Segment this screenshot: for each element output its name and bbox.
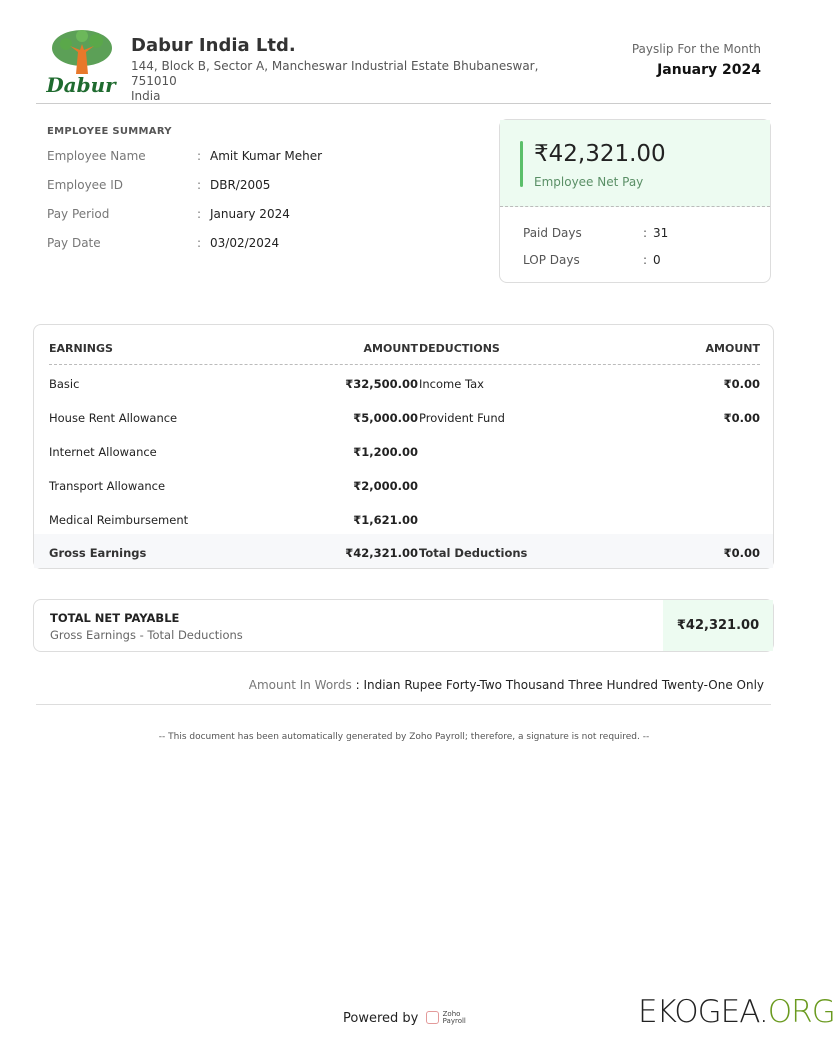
summary-row (47, 178, 270, 192)
deductions-header: DEDUCTIONS (419, 342, 500, 355)
colon: : (197, 207, 202, 221)
words-label: Amount In Words (248, 678, 352, 692)
company-address (131, 59, 581, 104)
deductions-column (404, 325, 774, 568)
address-country: India (131, 89, 161, 103)
dabur-logo (46, 26, 116, 96)
label: Paid Days (523, 226, 582, 240)
value: 0 (653, 253, 661, 267)
label: LOP Days (523, 253, 580, 267)
deductions-value: ₹0.00 (723, 411, 760, 425)
svg-text:Dabur: Dabur (46, 73, 116, 97)
sep: : (351, 678, 364, 692)
colon: : (197, 178, 202, 192)
amount-in-words (249, 678, 764, 692)
summary-row (47, 207, 290, 221)
accent-bar (520, 141, 523, 187)
earnings-deductions-table (33, 324, 774, 569)
watermark-a: EKOGEA. (638, 994, 768, 1030)
deductions-total: ₹0.00 (723, 546, 760, 560)
earnings-label: Basic (49, 377, 80, 391)
deductions-amount-header: AMOUNT (705, 342, 760, 355)
earnings-value: ₹1,621.00 (353, 513, 418, 527)
header (36, 26, 771, 104)
watermark-b: ORG (767, 994, 835, 1030)
footer-note: -- This document has been automatically generated by Zoho Payroll; therefore, a signature is not required. -- (158, 732, 650, 742)
separator (49, 364, 418, 365)
divider (36, 704, 771, 705)
summary-row (47, 149, 322, 163)
value: 31 (653, 226, 669, 240)
earnings-label: Medical Reimbursement (49, 513, 189, 527)
colon: : (197, 236, 202, 250)
summary-value: 03/02/2024 (210, 236, 280, 250)
summary-label: Employee ID (47, 178, 124, 192)
lop-days: LOP Days : 0 (523, 253, 661, 267)
summary-title: EMPLOYEE SUMMARY (47, 126, 172, 137)
net-payable-title: TOTAL NET PAYABLE (50, 611, 180, 625)
earnings-value: ₹2,000.00 (353, 479, 418, 493)
earnings-label: House Rent Allowance (49, 411, 178, 425)
payslip-month: January 2024 (657, 62, 761, 78)
deductions-label: Income Tax (419, 377, 484, 391)
earnings-value: ₹32,500.00 (345, 377, 418, 391)
summary-label: Pay Period (47, 207, 110, 221)
watermark (638, 994, 835, 1030)
powered-by (343, 1011, 466, 1026)
earnings-label: Transport Allowance (49, 479, 166, 493)
address-line: 144, Block B, Sector A, Mancheswar Industrial Estate Bhubaneswar, 751010 (131, 59, 539, 88)
net-pay-amount: ₹42,321.00 (534, 141, 666, 167)
summary-label: Pay Date (47, 236, 101, 250)
summary-row (47, 236, 279, 250)
summary-value: January 2024 (210, 207, 290, 221)
earnings-column (34, 325, 418, 568)
deductions-total-label: Total Deductions (419, 546, 528, 560)
deductions-label: Provident Fund (419, 411, 505, 425)
earnings-total: ₹42,321.00 (345, 546, 418, 560)
separator (419, 364, 760, 365)
brand-small: Zoho (442, 1010, 461, 1018)
colon: : (197, 149, 202, 163)
summary-value: DBR/2005 (210, 178, 271, 192)
earnings-label: Internet Allowance (49, 445, 157, 459)
net-payable-amount: ₹42,321.00 (663, 600, 773, 651)
earnings-value: ₹1,200.00 (353, 445, 418, 459)
earnings-value: ₹5,000.00 (353, 411, 418, 425)
deductions-value: ₹0.00 (723, 377, 760, 391)
net-payable-subtitle: Gross Earnings - Total Deductions (50, 628, 243, 642)
net-pay-card (499, 119, 771, 283)
words-value: Indian Rupee Forty-Two Thousand Three Hundred Twenty-One Only (363, 678, 764, 692)
earnings-header: EARNINGS (49, 342, 113, 355)
summary-label: Employee Name (47, 149, 146, 163)
powered-text: Powered by (343, 1011, 419, 1026)
net-pay-label: Employee Net Pay (534, 175, 644, 189)
zoho-payroll-icon (426, 1011, 439, 1024)
summary-value: Amit Kumar Meher (210, 149, 323, 163)
company-name: Dabur India Ltd. (131, 35, 296, 56)
paid-days: Paid Days : 31 (523, 226, 669, 240)
payslip-label: Payslip For the Month (631, 42, 761, 56)
earnings-total-label: Gross Earnings (49, 546, 147, 560)
brand: Payroll (442, 1017, 466, 1025)
net-payable (33, 599, 774, 652)
earnings-amount-header: AMOUNT (363, 342, 418, 355)
